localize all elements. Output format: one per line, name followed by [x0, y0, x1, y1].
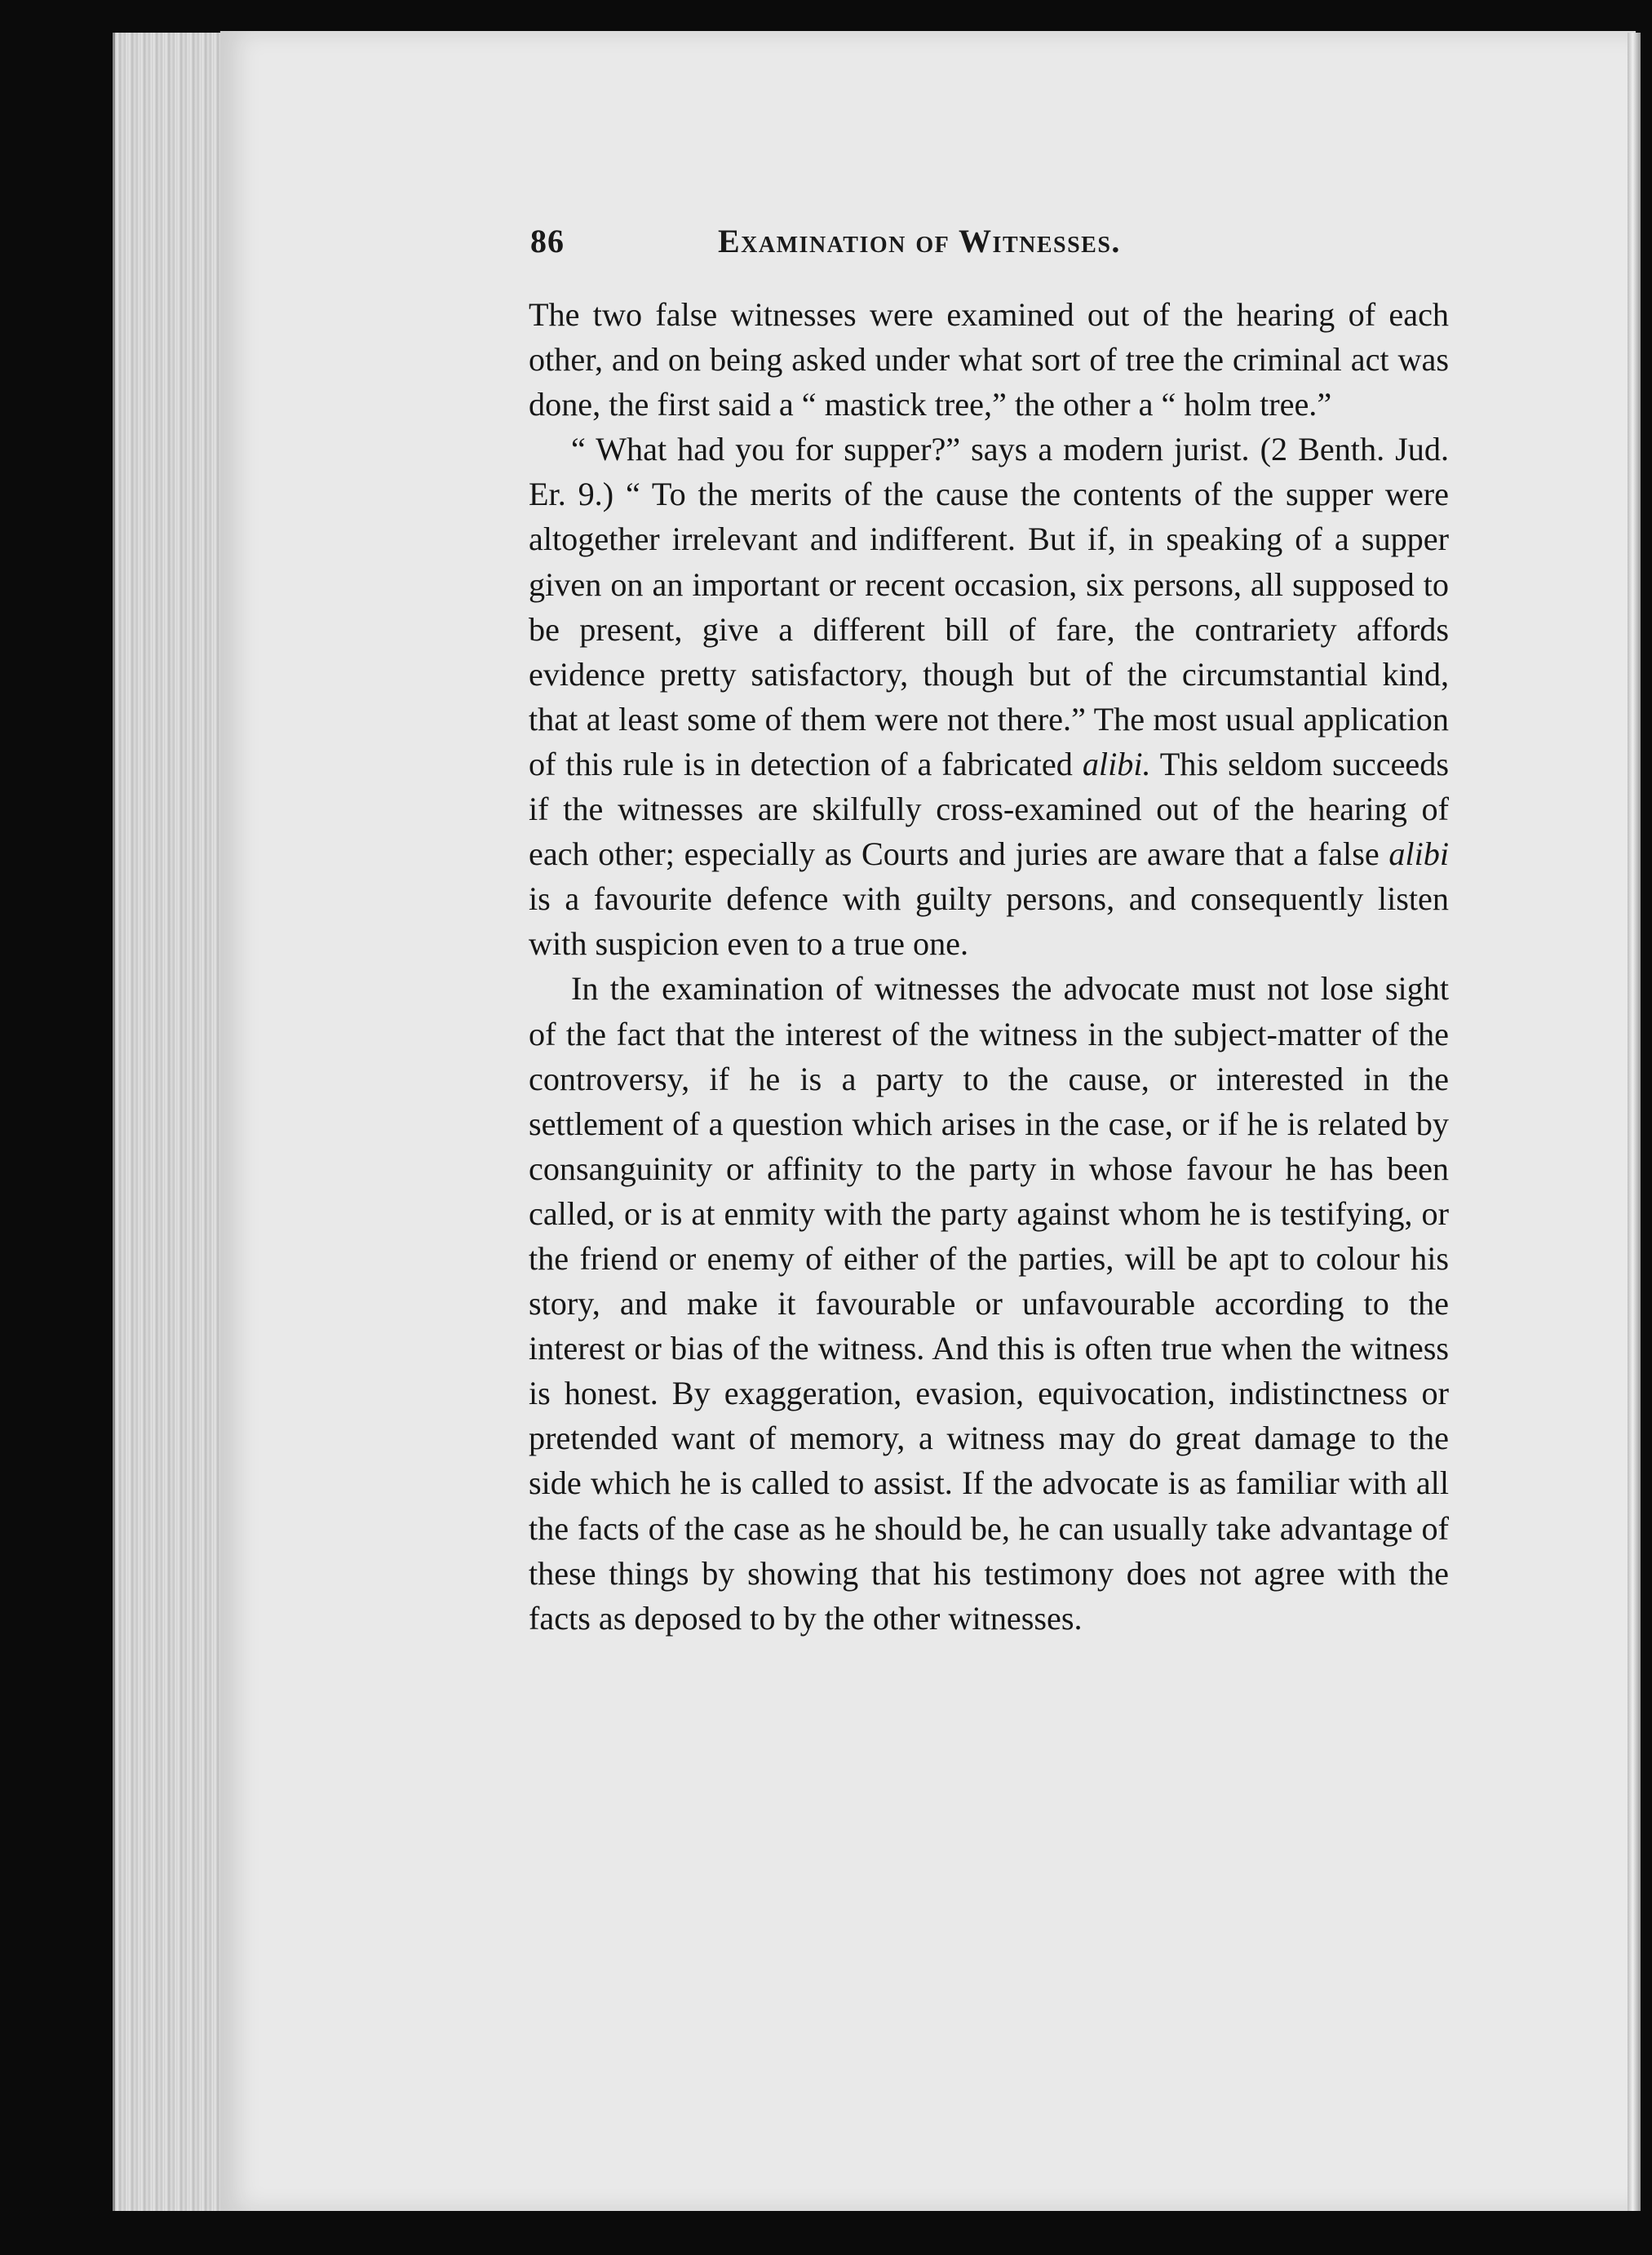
page-number: 86	[530, 223, 565, 259]
body-text	[529, 292, 1449, 1641]
paragraph-text: This seldom succeeds if the witnesses are skilfully cross-examined out of the hearing of each other; especially as Courts and juries are aware that a false	[529, 745, 1449, 873]
paragraph-text: “ What had you for supper?” says a modern jurist. (2 Benth. Jud. Er. 9.) “ To the merits of the cause the contents of the supper were altogether irrelevant and indifferent. But if, in speaking of a supper given on an important or recent occasion, six persons, all supposed to be present, give a different bill of fare, the contrariety affords evidence pretty satisfactory, though but of the circumstantial kind, that at least some of them were not there.” The most usual application of this rule is in detection of a fabricated	[529, 431, 1449, 782]
page-header	[530, 222, 1346, 271]
paragraph	[529, 427, 1449, 966]
running-head: Examination of Witnesses.	[718, 223, 1121, 259]
paragraph-text: In the examination of witnesses the advocate must not lose sight of the fact that the interest of the witness in the subject-matter of the controversy, if he is a party to the cause, or interested in the settlement of a question which arises in the case, or if he is related by consanguinity or affinity to the party in whose favour he has been called, or is at enmity with the party against whom he is testifying, or the friend or enemy of either of the parties, will be apt to colour his story, and make it favourable or unfavourable according to the interest or bias of the witness. And this is often true when the witness is honest. By exaggeration, evasion, equivocation, indistinctness or pretended want of memory, a witness may do great damage to the side which he is called to assist. If the advocate is as familiar with all the facts of the case as he should be, he can usually take advantage of these things by showing that his testimony does not agree with the facts as deposed to by the other witnesses.	[529, 970, 1449, 1637]
italic-term: alibi	[1388, 835, 1449, 873]
italic-term: alibi.	[1082, 745, 1151, 782]
page-edges	[113, 33, 237, 2211]
paragraph-text: The two false witnesses were examined out of the hearing of each other, and on being asked under what sort of tree the criminal act was done, the first said a “ mastick tree,” the other a “ holm tree.”	[529, 296, 1449, 423]
paragraph-text: is a favourite defence with guilty persons, and consequently listen with suspicion even to a true one.	[529, 880, 1449, 963]
page-right-edge	[1628, 33, 1641, 2211]
paragraph	[529, 966, 1449, 1640]
paragraph	[529, 292, 1449, 427]
